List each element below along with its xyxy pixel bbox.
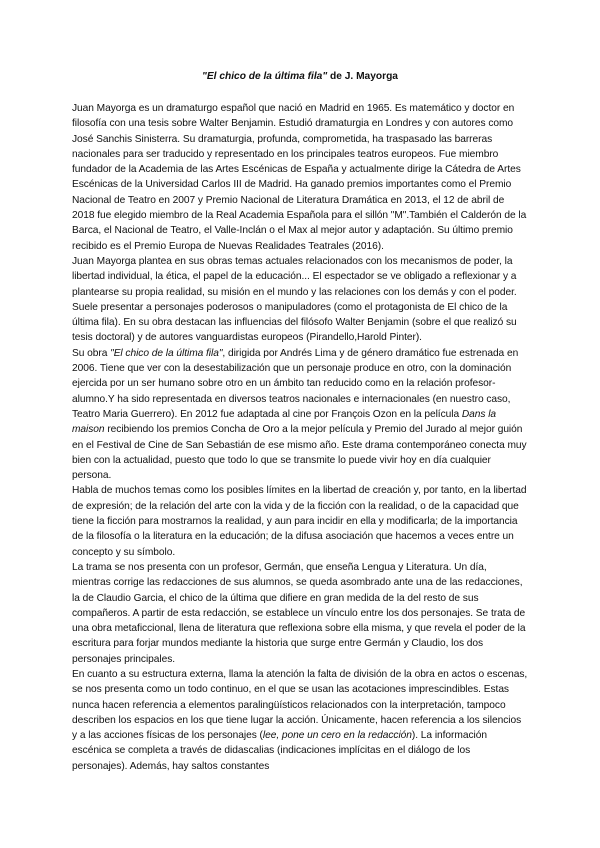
paragraph-structure [72,667,528,774]
paragraph-text: Habla de muchos temas como los posibles límites en la libertad de creación y, por tanto, en la libertad de expresión; de la relación del arte con la vida y de la ficción con la realidad, o de la capacidad que tiene la ficción para mostrarnos la realidad, y aun para incidir en ella y modificarla; de la importancia de la filosofía o la literatura en la educación; de la difusa asociación que hacemos a veces entre un concepto y su símbolo. [72,485,527,558]
document-page [72,70,528,774]
paragraph-text: Juan Mayorga plantea en sus obras temas actuales relacionados con los mecanismos de poder, la libertad individual, la ética, el papel de la educación... El espectador se ve obligado a reflexionar y a plantearse su propia realidad, su misión en el mundo y las relaciones con los demás y con el poder. Suele presentar a personajes poderosos o manipuladores (como el protagonista de El chico de la última fila). En su obra destacan las influencias del filósofo Walter Benjamin (sobre el que realizó su tesis doctoral) y de autores vanguardistas europeos (Pirandello,Harold Pinter). [72,255,517,344]
title-work: "El chico de la última fila" [202,71,328,82]
paragraph-biography [72,101,528,254]
paragraph-text: La trama se nos presenta con un profesor, Germán, que enseña Lengua y Literatura. Un día, mientras corrige las redacciones de sus alumnos, se queda asombrado ante una de las redacciones, la de Claudio Garcia, el chico de la última que difiere en gran medida de la del resto de sus compañeros. A partir de esta redacción, se establece un vínculo entre los dos personajes. Se trata de una obra metaficcional, llena de literatura que reflexiona sobre ella misma, y que revela el poder de la escritura para forjar mundos mediante la historia que surge entre Germán y Claudio, los dos personajes principales. [72,561,526,665]
paragraph-text: Su obra [72,347,111,359]
paragraph-text: recibiendo los premios Concha de Oro a la mejor película y Premio del Jurado al mejor guión en el Festival de Cine de San Sebastián de ese mismo año. Este drama contemporáneo conecta muy bien con la actualidad, puesto que todo lo que se transmite lo puede vivir hoy en día cualquier persona. [72,424,527,482]
stage-direction-italic: lee, pone un cero en la redacción [262,730,412,742]
work-title-italic: "El chico de la última fila" [110,347,223,359]
paragraph-themes [72,254,528,346]
paragraph-text: ). La información escénica se completa a través de didascalias (indicaciones implícitas en el diálogo de los personajes). Además, hay saltos constantes [72,730,487,772]
title-author: de J. Mayorga [327,71,398,82]
document-title [72,70,528,83]
paragraph-topics [72,483,528,559]
film-title-italic: Dans la maison [72,408,497,436]
paragraph-plot [72,560,528,667]
paragraph-text: , dirigida por Andrés Lima y de género dramático fue estrenada en 2006. Tiene que ver con la desestabilización que un personaje produce en otro, con la dominación ejercida por un ser humano sobre otro en un ámbito tan reducido como en la relación profesor-alumno.Y ha sido representada en diversos teatros nacionales e internacionales (en nuestro caso, Teatro Maria Guerrero). En 2012 fue adaptada al cine por François Ozon en la película [72,347,519,420]
paragraph-text: En cuanto a su estructura externa, llama la atención la falta de división de la obra en actos o escenas, se nos presenta como un todo continuo, en el que se usan las acotaciones imprescindibles. Estas nunca hacen referencia a elementos paralingüísticos relacionados con la interpretación, tampoco describen los espacios en los que tiene lugar la acción. Únicamente, hacen referencia a los silencios y a las acciones físicas de los personajes ( [72,668,528,742]
paragraph-work [72,346,528,484]
paragraph-text: Juan Mayorga es un dramaturgo español que nació en Madrid en 1965. Es matemático y doctor en filosofía con una tesis sobre Walter Benjamin. Estudió dramaturgia en Londres y con autores como José Sanchis Sinisterra. Su dramaturgia, profunda, comprometida, ha traspasado las barreras nacionales para ser traducido y representado en los principales teatros europeos. Fue miembro fundador de la Academia de las Artes Escénicas de España y actualmente dirige la Cátedra de Artes Escénicas de la Universidad Carlos III de Madrid. Ha ganado premios importantes como el Premio Nacional de Teatro en 2007 y Premio Nacional de Literatura Dramática en 2013, el 12 de abril de 2018 fue elegido miembro de la Real Academia Española para el sillón "M".También el Calderón de la Barca, el Nacional de Teatro, el Valle-Inclán o el Max al mejor autor y adaptación. Su último premio recibido es el Premio Europa de Nuevas Realidades Teatrales (2016). [72,103,527,252]
